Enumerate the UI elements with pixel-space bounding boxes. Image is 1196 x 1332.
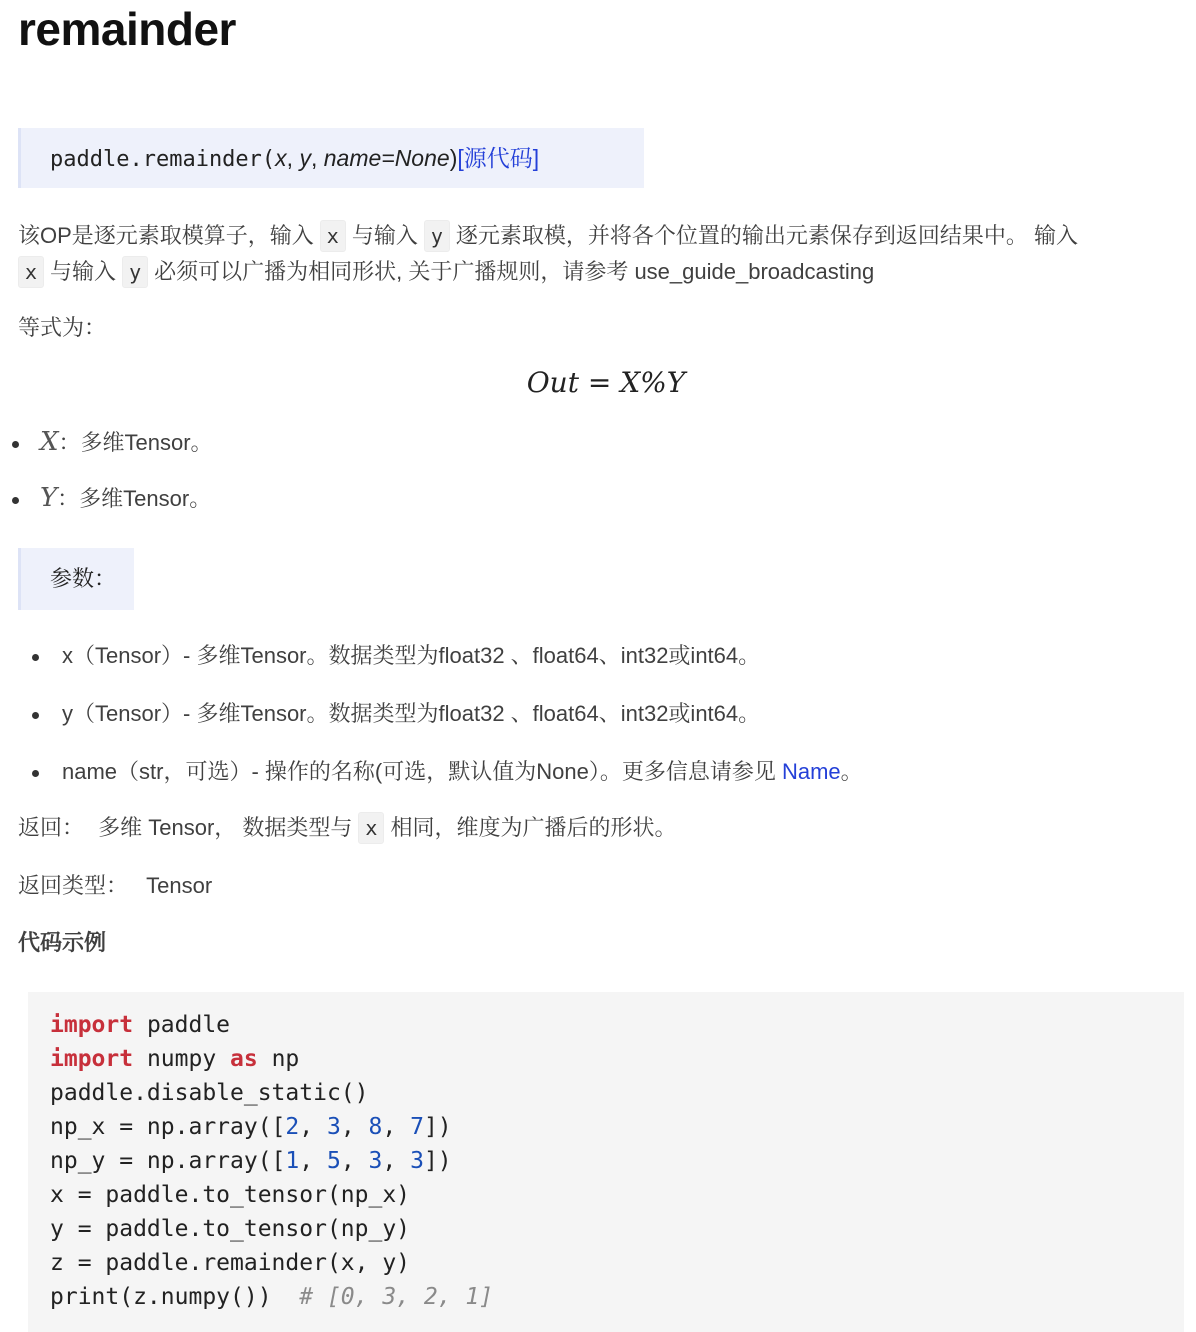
keyword: as bbox=[230, 1046, 258, 1072]
code-line bbox=[50, 1144, 1184, 1178]
variable-desc: ：多维Tensor。 bbox=[58, 430, 213, 455]
signature-param-y: y bbox=[299, 145, 311, 171]
code-line: y = paddle.to_tensor(np_y) bbox=[50, 1216, 411, 1242]
return-type-value: Tensor bbox=[146, 873, 213, 898]
code-line bbox=[50, 1280, 1184, 1314]
variable-item bbox=[40, 480, 211, 517]
code-line: x = paddle.to_tensor(np_x) bbox=[50, 1182, 411, 1208]
name-doc-link[interactable]: Name bbox=[781, 759, 841, 784]
code-comment: # [0, 3, 2, 1] bbox=[299, 1284, 494, 1310]
code-text: ]) bbox=[423, 1148, 452, 1174]
code-example[interactable] bbox=[28, 992, 1184, 1332]
number-literal: 1 bbox=[285, 1148, 300, 1174]
returns-label: 返回： bbox=[18, 815, 85, 840]
code-text: np bbox=[257, 1046, 300, 1072]
formula-rhs: X%Y bbox=[620, 366, 686, 399]
param-item-x: x（Tensor）- 多维Tensor。数据类型为float32 、float64、int32或int64。 bbox=[62, 643, 761, 668]
bullet-icon bbox=[12, 441, 19, 448]
code-text: print(z.numpy()) bbox=[50, 1284, 300, 1310]
code-text: , bbox=[299, 1114, 327, 1140]
formula bbox=[0, 366, 1196, 399]
number-literal: 3 bbox=[410, 1148, 424, 1174]
inline-code-x: x bbox=[320, 220, 346, 252]
signature-sep: , bbox=[286, 145, 300, 171]
returns-text: 多维 Tensor， 数据类型与 bbox=[98, 815, 353, 840]
bullet-icon bbox=[32, 770, 39, 777]
returns-text: 相同，维度为广播后的形状。 bbox=[390, 815, 677, 840]
source-code-link[interactable]: [源代码] bbox=[457, 145, 540, 171]
variable-item bbox=[40, 424, 213, 461]
param-text: name（str，可选）- 操作的名称(可选，默认值为None）。更多信息请参见 bbox=[62, 759, 782, 784]
param-item-name bbox=[62, 754, 863, 790]
description-text: 与输入 bbox=[50, 259, 117, 284]
code-line bbox=[50, 1110, 1184, 1144]
keyword: import bbox=[50, 1012, 134, 1038]
description-text: 逐元素取模，并将各个位置的输出元素保存到返回结果中。 输入 bbox=[455, 223, 1079, 248]
description-text: 与输入 bbox=[351, 223, 418, 248]
code-text: np_x = np.array([ bbox=[50, 1114, 286, 1140]
page-title: remainder bbox=[18, 3, 236, 55]
signature-param-name: name=None bbox=[323, 145, 450, 171]
code-line bbox=[50, 1042, 1184, 1076]
description-line-1 bbox=[18, 218, 1078, 254]
variable-desc: ：多维Tensor。 bbox=[57, 486, 212, 511]
number-literal: 7 bbox=[410, 1114, 424, 1140]
inline-code-x: x bbox=[18, 256, 44, 288]
inline-code-y: y bbox=[424, 220, 450, 252]
return-type bbox=[18, 868, 212, 904]
formula-lhs: Out bbox=[526, 366, 579, 399]
signature-sep: , bbox=[310, 145, 324, 171]
code-text: , bbox=[382, 1148, 411, 1174]
param-text: 。 bbox=[840, 759, 863, 784]
example-heading: 代码示例 bbox=[18, 930, 107, 955]
number-literal: 3 bbox=[326, 1114, 341, 1140]
code-text: ]) bbox=[423, 1114, 452, 1140]
return-type-label: 返回类型： bbox=[18, 873, 129, 898]
number-literal: 2 bbox=[285, 1114, 300, 1140]
code-line: paddle.disable_static() bbox=[50, 1080, 369, 1106]
code-text: , bbox=[340, 1114, 369, 1140]
variable-symbol: Y bbox=[40, 483, 58, 513]
inline-code-y: y bbox=[122, 256, 148, 288]
number-literal: 3 bbox=[368, 1148, 383, 1174]
description-line-2 bbox=[18, 254, 874, 290]
code-text: , bbox=[382, 1114, 411, 1140]
param-item-y: y（Tensor）- 多维Tensor。数据类型为float32 、float64、int32或int64。 bbox=[62, 701, 761, 726]
code-text: paddle bbox=[133, 1012, 231, 1038]
params-heading: 参数： bbox=[18, 548, 134, 610]
variable-symbol: X bbox=[40, 427, 59, 457]
code-text: numpy bbox=[133, 1046, 231, 1072]
number-literal: 5 bbox=[326, 1148, 341, 1174]
formula-eq: = bbox=[587, 366, 612, 399]
code-text: np_y = np.array([ bbox=[50, 1148, 286, 1174]
code-text: , bbox=[340, 1148, 369, 1174]
returns bbox=[18, 810, 676, 846]
bullet-icon bbox=[32, 654, 39, 661]
formula-label: 等式为： bbox=[18, 315, 107, 340]
signature-param-x: x bbox=[275, 145, 287, 171]
signature-suffix: ) bbox=[449, 145, 458, 171]
bullet-icon bbox=[12, 497, 19, 504]
keyword: import bbox=[50, 1046, 134, 1072]
code-line bbox=[50, 1008, 1184, 1042]
bullet-icon bbox=[32, 712, 39, 719]
signature-prefix: paddle.remainder( bbox=[50, 147, 276, 172]
description-text: 该OP是逐元素取模算子，输入 bbox=[18, 223, 314, 248]
code-line: z = paddle.remainder(x, y) bbox=[50, 1250, 411, 1276]
number-literal: 8 bbox=[368, 1114, 383, 1140]
api-signature bbox=[18, 128, 644, 188]
code-text: , bbox=[299, 1148, 327, 1174]
description-text: 必须可以广播为相同形状, 关于广播规则，请参考 use_guide_broadcasting bbox=[154, 259, 875, 284]
inline-code-x: x bbox=[358, 812, 384, 844]
